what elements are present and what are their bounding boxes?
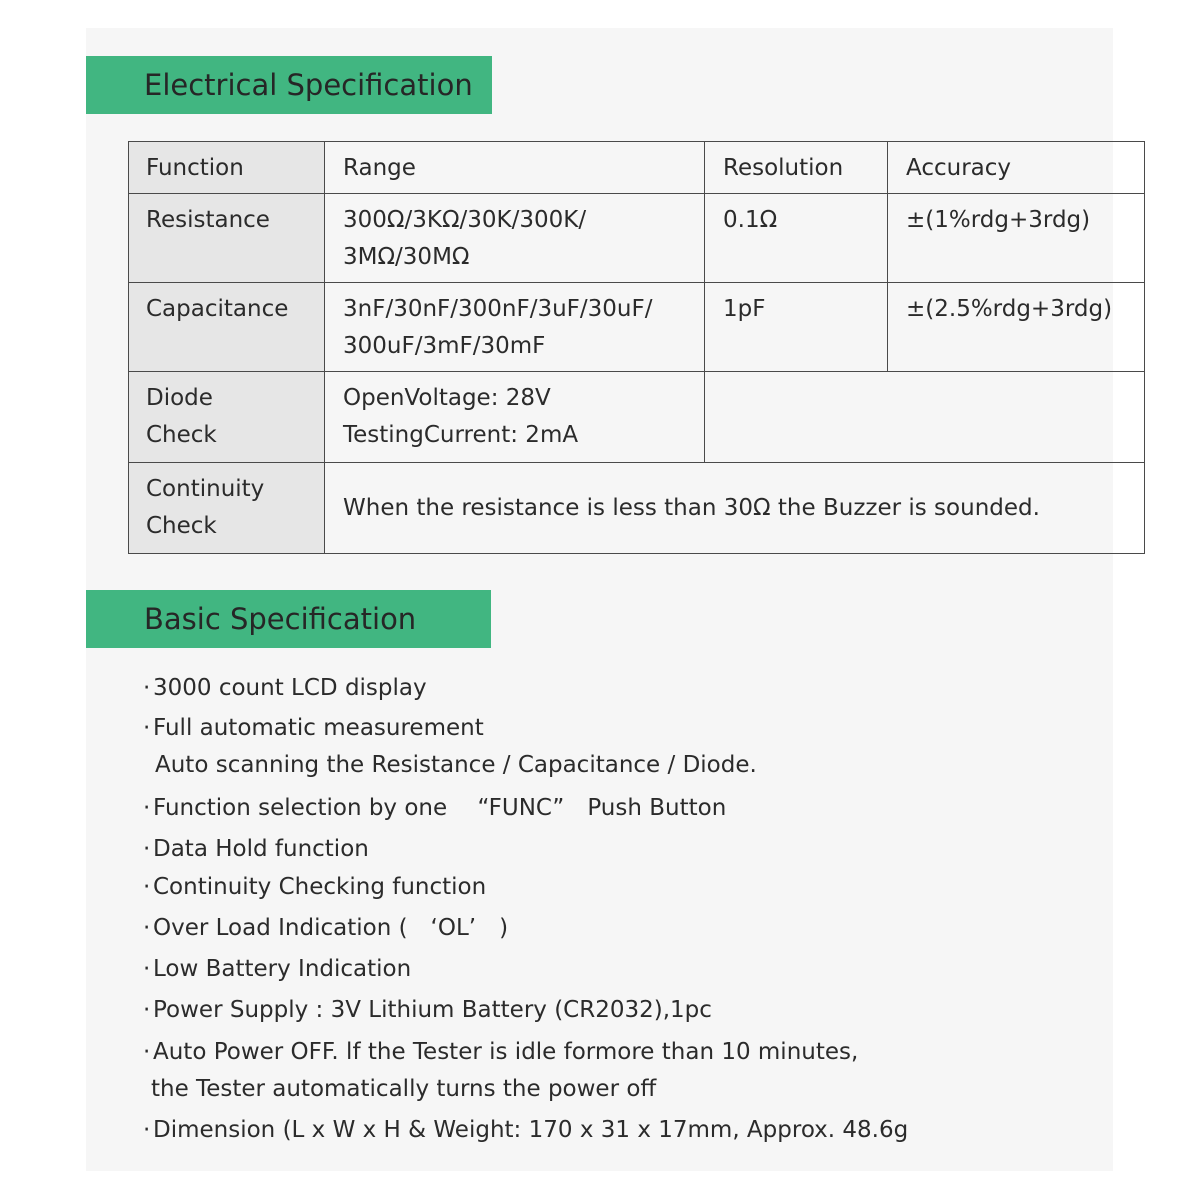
list-item: · Function selection by one “FUNC” Push Button [143,795,727,821]
resolution-cell: 0.1Ω [705,194,888,283]
list-item: · Full automatic measurement Auto scanning the Resistance / Capacitance / Diode. [143,715,757,778]
function-cell: Resistance [129,194,325,283]
electrical-spec-table [128,141,1145,554]
basic-spec-title: Basic Specification [144,602,417,636]
resolution-cell: 1pF [705,283,888,372]
function-cell: Capacitance [129,283,325,372]
empty-cell [705,372,1145,463]
accuracy-cell: ±(2.5%rdg+3rdg) [888,283,1145,372]
table-row [129,372,1145,463]
list-item: · Power Supply : 3V Lithium Battery (CR2032),1pc [143,997,712,1023]
list-item: · Over Load Indication ( ‘OL’ ) [143,915,509,941]
table-row [129,463,1145,554]
table-header-row [129,142,1145,194]
list-item: · Continuity Checking function [143,874,487,900]
list-item: · Dimension (L x W x H & Weight: 170 x 31 x 17mm, Approx. 48.6g [143,1117,909,1143]
basic-spec-banner [86,590,491,648]
table-row [129,283,1145,372]
electrical-spec-banner [86,56,492,114]
list-item: · 3000 count LCD display [143,675,427,701]
function-cell: Diode Check [129,372,325,463]
table-row [129,194,1145,283]
list-item: · Auto Power OFF. lf the Tester is idle formore than 10 minutes, the Tester automatically turns the power off [143,1039,859,1102]
header-range: Range [325,142,705,194]
header-resolution: Resolution [705,142,888,194]
electrical-spec-title: Electrical Specification [144,68,473,102]
range-cell: 3nF/30nF/300nF/3uF/30uF/ 300uF/3mF/30mF [325,283,705,372]
header-function: Function [129,142,325,194]
accuracy-cell: ±(1%rdg+3rdg) [888,194,1145,283]
function-cell: Continuity Check [129,463,325,554]
list-item: · Low Battery Indication [143,956,412,982]
list-item: · Data Hold function [143,836,369,862]
continuity-description-cell: When the resistance is less than 30Ω the Buzzer is sounded. [325,463,1145,554]
range-cell: OpenVoltage: 28V TestingCurrent: 2mA [325,372,705,463]
header-accuracy: Accuracy [888,142,1145,194]
range-cell: 300Ω/3KΩ/30K/300K/ 3MΩ/30MΩ [325,194,705,283]
